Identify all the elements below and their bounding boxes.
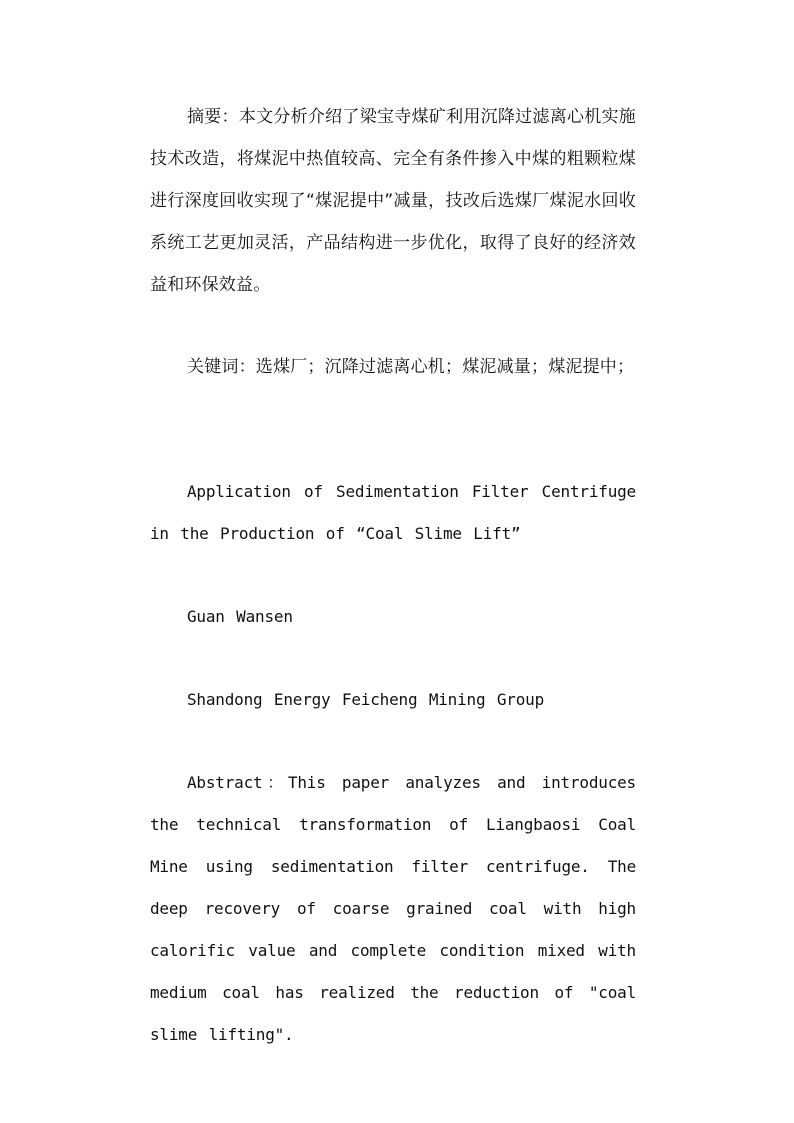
author-name: Guan Wansen <box>187 607 293 626</box>
english-abstract: Abstract：This paper analyzes and introduces the technical transformation of Liangbaosi Coal Mine using sedimentation filter centrifuge. The deep recovery of coarse grained coal with high calorific value and complete condition mixed with medium coal has realized the reduction of "coal slime lifting". <box>150 773 636 1044</box>
english-title: Application of Sedimentation Filter Centrifuge in the Production of “Coal Slime Lift” <box>150 482 636 543</box>
author-affiliation: Shandong Energy Feicheng Mining Group <box>187 690 545 709</box>
chinese-abstract: 摘要：本文分析介绍了梁宝寺煤矿利用沉降过滤离心机实施技术改造，将煤泥中热值较高、完全有条件掺入中煤的粗颗粒煤进行深度回收实现了“煤泥提中”减量，技改后选煤厂煤泥水回收系统工艺更加灵活，产品结构进一步优化，取得了良好的经济效益和环保效益。 <box>150 107 636 295</box>
chinese-keywords: 关键词：选煤厂；沉降过滤离心机；煤泥减量；煤泥提中； <box>187 357 635 377</box>
